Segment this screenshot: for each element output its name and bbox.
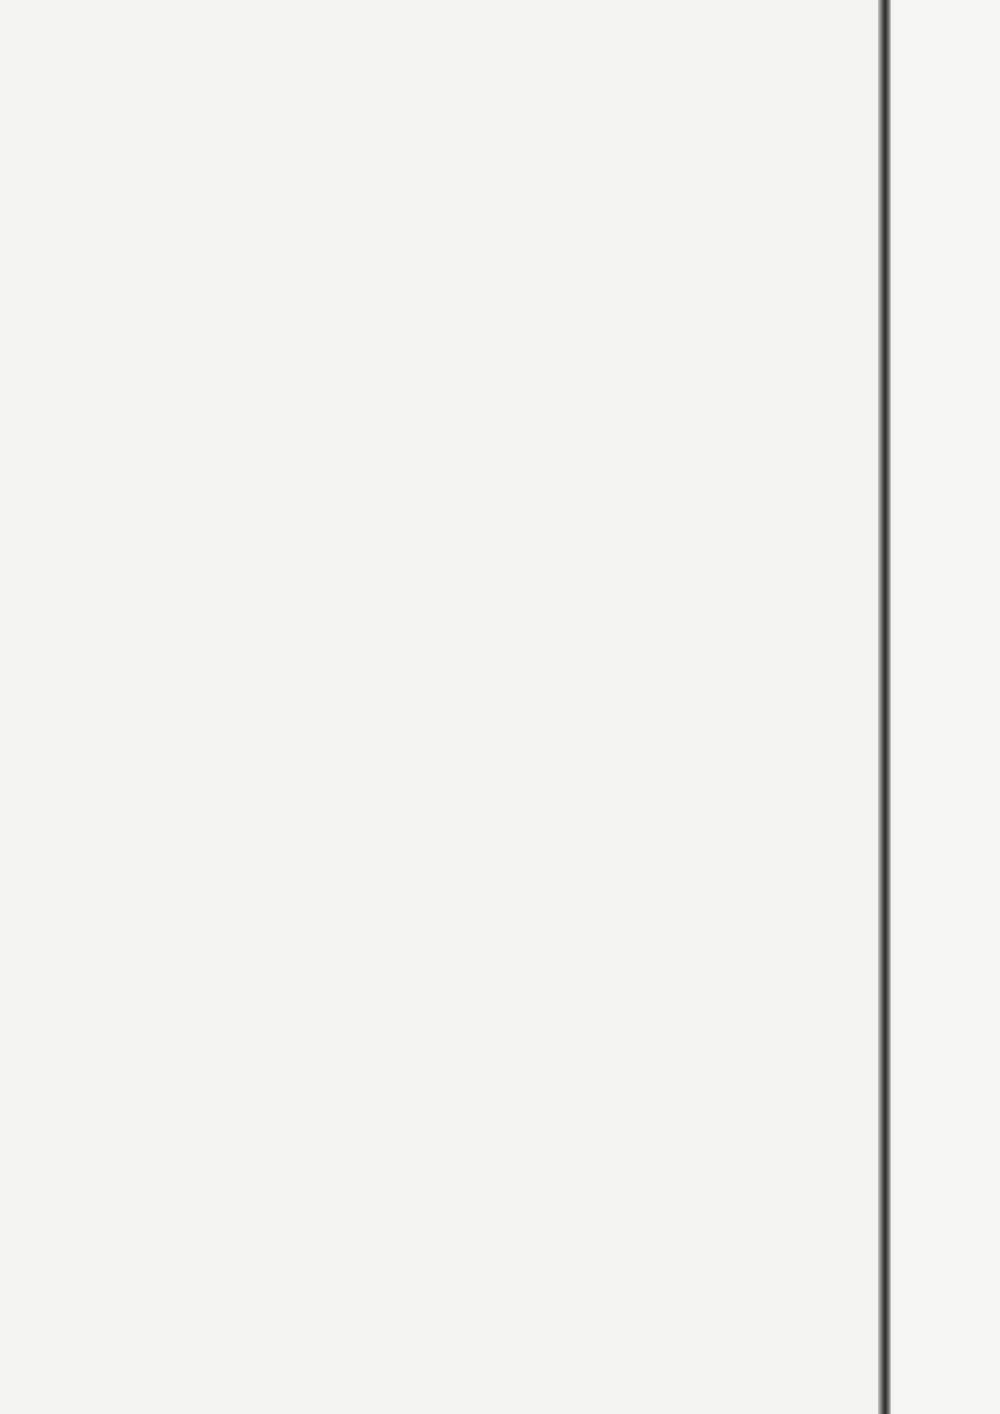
running-head	[63, 14, 891, 54]
adjacent-page-fragment	[894, 0, 1000, 1414]
page-gutter	[878, 0, 891, 1414]
main-column	[63, 14, 891, 1414]
